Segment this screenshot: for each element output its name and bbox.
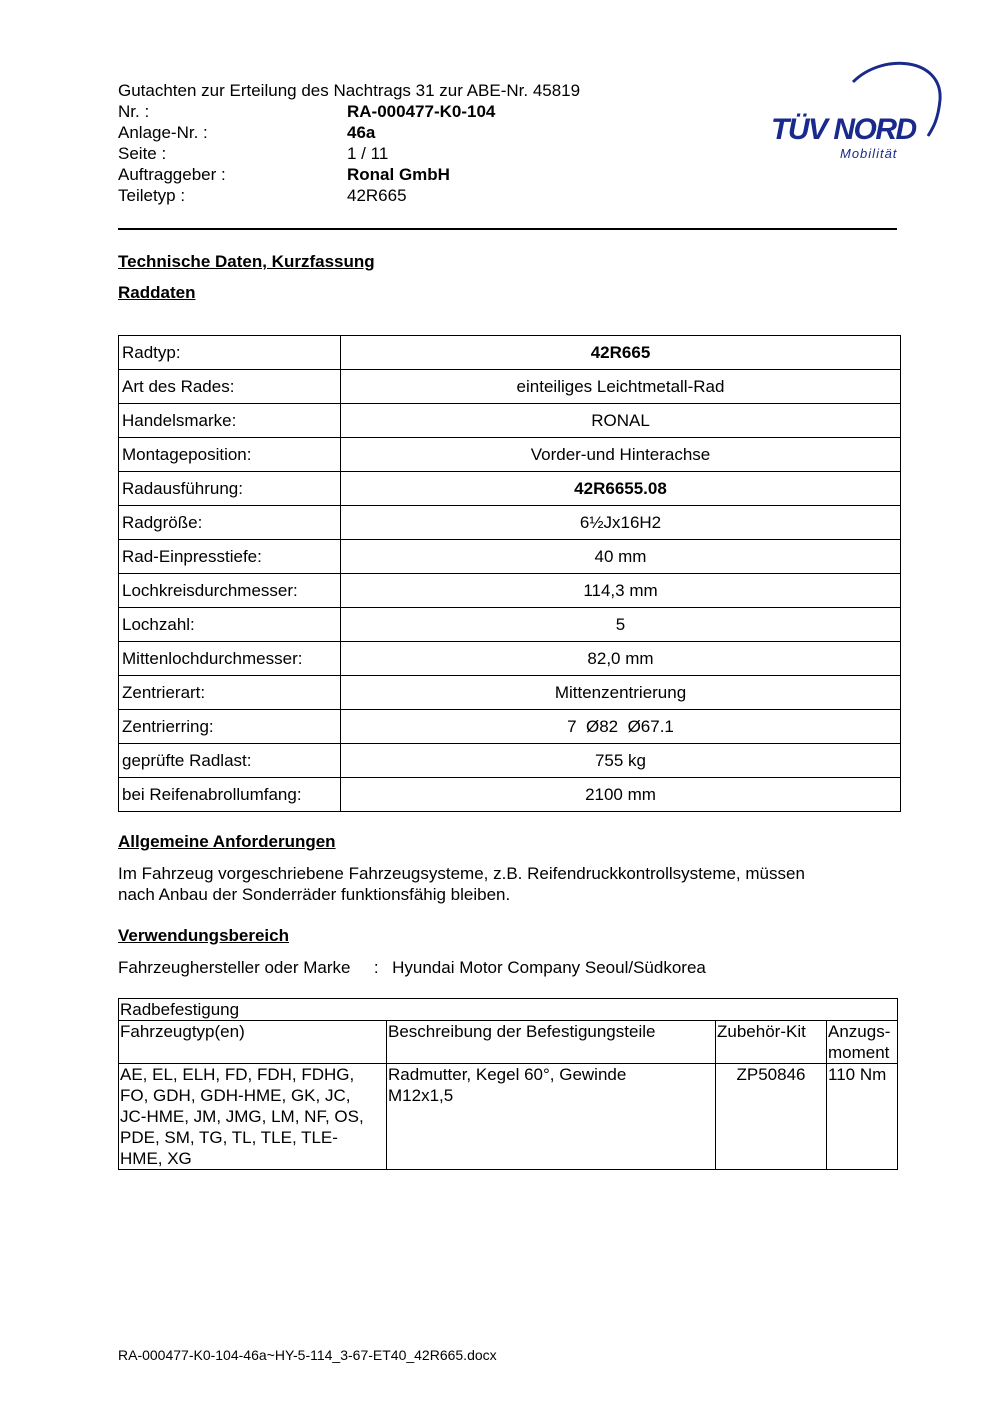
table-row xyxy=(119,370,901,404)
table-row xyxy=(119,642,901,676)
table-row xyxy=(119,472,901,506)
row-label: Lochzahl: xyxy=(119,608,341,642)
wheel-data-table xyxy=(118,335,901,812)
allgemein-paragraph xyxy=(118,863,898,905)
table-row xyxy=(119,778,901,812)
row-label: Zentrierart: xyxy=(119,676,341,710)
hersteller-separator: : xyxy=(373,958,379,977)
header-title: Gutachten zur Erteilung des Nachtrags 31 zur ABE-Nr. 45819 xyxy=(118,81,581,100)
beschreibung-line: M12x1,5 xyxy=(388,1086,454,1105)
header-divider xyxy=(118,228,897,230)
radbefestigung-table xyxy=(118,998,898,1170)
header-nr-row xyxy=(118,101,718,122)
row-value: 5 xyxy=(341,608,901,642)
hersteller-line xyxy=(118,957,898,978)
section-allgemein-title: Allgemeine Anforderungen xyxy=(118,832,336,851)
nr-value: RA-000477-K0-104 xyxy=(347,102,496,121)
radbefestigung-title: Radbefestigung xyxy=(119,999,898,1021)
row-value: 40 mm xyxy=(341,540,901,574)
document-header xyxy=(118,80,718,206)
table-row xyxy=(119,608,901,642)
fahrzeugtypen-line: JC-HME, JM, JMG, LM, NF, OS, xyxy=(120,1107,364,1126)
row-label: Radgröße: xyxy=(119,506,341,540)
table-row xyxy=(119,404,901,438)
table-row xyxy=(119,1064,898,1170)
anzugsmoment-cell: 110 Nm xyxy=(827,1064,898,1170)
beschreibung-line: Radmutter, Kegel 60°, Gewinde xyxy=(388,1065,627,1084)
row-label: Montageposition: xyxy=(119,438,341,472)
row-label: Radtyp: xyxy=(119,336,341,370)
table-row xyxy=(119,540,901,574)
nr-label: Nr. : xyxy=(118,102,150,121)
auftrag-value: Ronal GmbH xyxy=(347,165,450,184)
row-value: 2100 mm xyxy=(341,778,901,812)
beschreibung-cell xyxy=(387,1064,716,1170)
row-label: Handelsmarke: xyxy=(119,404,341,438)
allgemein-line-1: Im Fahrzeug vorgeschriebene Fahrzeugsysteme, z.B. Reifendruckkontrollsysteme, müssen xyxy=(118,864,805,883)
tuv-nord-logo xyxy=(768,60,948,170)
header-title-row xyxy=(118,80,718,101)
table-row xyxy=(119,574,901,608)
header-anzugsmoment xyxy=(827,1021,898,1064)
anlage-value: 46a xyxy=(347,123,376,142)
section-verwendung-title: Verwendungsbereich xyxy=(118,926,289,945)
fahrzeugtypen-line: AE, EL, ELH, FD, FDH, FDHG, xyxy=(120,1065,355,1084)
seite-label: Seite : xyxy=(118,144,167,163)
header-anzugs-line-2: moment xyxy=(828,1043,890,1062)
zubehoer-kit-cell: ZP50846 xyxy=(716,1064,827,1170)
section-raddaten-title: Raddaten xyxy=(118,283,196,302)
row-value: 7 Ø82 Ø67.1 xyxy=(341,710,901,744)
row-value: 42R6655.08 xyxy=(341,472,901,506)
auftrag-label: Auftraggeber : xyxy=(118,165,226,184)
header-zubehoer-kit: Zubehör-Kit xyxy=(716,1021,827,1064)
row-label: Mittenlochdurchmesser: xyxy=(119,642,341,676)
teiletyp-value: 42R665 xyxy=(347,186,407,205)
table-title-row xyxy=(119,999,898,1021)
table-row xyxy=(119,438,901,472)
logo-brand-text: TÜV NORD xyxy=(771,113,916,146)
row-label: bei Reifenabrollumfang: xyxy=(119,778,341,812)
allgemein-line-2: nach Anbau der Sonderräder funktionsfähig bleiben. xyxy=(118,885,511,904)
fahrzeugtypen-line: FO, GDH, GDH-HME, GK, JC, xyxy=(120,1086,351,1105)
header-auftrag-row xyxy=(118,164,718,185)
row-value: RONAL xyxy=(341,404,901,438)
section-tech-title: Technische Daten, Kurzfassung xyxy=(118,252,375,271)
header-teiletyp-row xyxy=(118,185,718,206)
table-row xyxy=(119,710,901,744)
row-value: Vorder-und Hinterachse xyxy=(341,438,901,472)
row-value: 114,3 mm xyxy=(341,574,901,608)
row-label: Rad-Einpresstiefe: xyxy=(119,540,341,574)
fahrzeugtypen-line: HME, XG xyxy=(120,1149,192,1168)
header-seite-row xyxy=(118,143,718,164)
table-header-row xyxy=(119,1021,898,1064)
header-anzugs-line-1: Anzugs- xyxy=(828,1022,891,1041)
table-row xyxy=(119,336,901,370)
row-label: Radausführung: xyxy=(119,472,341,506)
hersteller-label: Fahrzeughersteller oder Marke xyxy=(118,958,351,977)
row-label: Lochkreisdurchmesser: xyxy=(119,574,341,608)
header-anlage-row xyxy=(118,122,718,143)
row-value: 42R665 xyxy=(341,336,901,370)
header-beschreibung: Beschreibung der Befestigungsteile xyxy=(387,1021,716,1064)
header-fahrzeugtyp: Fahrzeugtyp(en) xyxy=(119,1021,387,1064)
table-row xyxy=(119,506,901,540)
row-value: 755 kg xyxy=(341,744,901,778)
row-value: einteiliges Leichtmetall-Rad xyxy=(341,370,901,404)
table-row xyxy=(119,676,901,710)
fahrzeugtypen-line: PDE, SM, TG, TL, TLE, TLE- xyxy=(120,1128,338,1147)
document-footer: RA-000477-K0-104-46a~HY-5-114_3-67-ET40_42R665.docx xyxy=(118,1347,497,1363)
hersteller-value: Hyundai Motor Company Seoul/Südkorea xyxy=(392,958,706,977)
teiletyp-label: Teiletyp : xyxy=(118,186,186,205)
table-row xyxy=(119,744,901,778)
row-label: Art des Rades: xyxy=(119,370,341,404)
row-label: Zentrierring: xyxy=(119,710,341,744)
row-value: 6½Jx16H2 xyxy=(341,506,901,540)
row-value: Mittenzentrierung xyxy=(341,676,901,710)
logo-sub-text: Mobilität xyxy=(840,146,898,161)
fahrzeugtypen-cell xyxy=(119,1064,387,1170)
row-value: 82,0 mm xyxy=(341,642,901,676)
anlage-label: Anlage-Nr. : xyxy=(118,123,208,142)
row-label: geprüfte Radlast: xyxy=(119,744,341,778)
seite-value: 1 / 11 xyxy=(347,144,389,163)
